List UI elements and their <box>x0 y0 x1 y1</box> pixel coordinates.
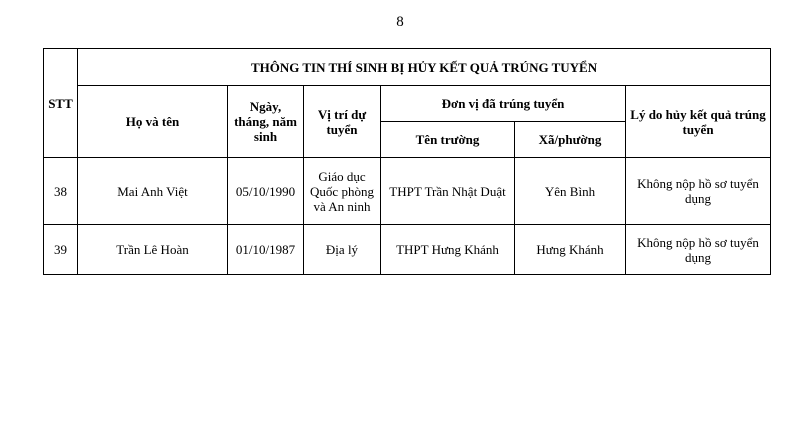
header-row <box>44 86 771 122</box>
cancelled-results-table <box>43 48 771 275</box>
page-number: 8 <box>396 14 404 30</box>
table-row <box>44 225 771 275</box>
row-school: THPT Hưng Khánh <box>381 225 515 275</box>
row-dob: 01/10/1987 <box>228 225 304 275</box>
header-stt: STT <box>44 49 78 158</box>
header-school: Tên trường <box>381 122 515 158</box>
row-school: THPT Trần Nhật Duật <box>381 158 515 225</box>
table-title: THÔNG TIN THÍ SINH BỊ HỦY KẾT QUẢ TRÚNG TUYỂN <box>78 49 771 86</box>
row-ward: Yên Bình <box>515 158 626 225</box>
row-reason: Không nộp hồ sơ tuyển dụng <box>626 158 771 225</box>
header-dob: Ngày, tháng, năm sinh <box>228 86 304 158</box>
row-position: Giáo dục Quốc phòng và An ninh <box>304 158 381 225</box>
header-reason: Lý do hủy kết quả trúng tuyển <box>626 86 771 158</box>
header-position: Vị trí dự tuyển <box>304 86 381 158</box>
row-name: Trần Lê Hoàn <box>78 225 228 275</box>
row-reason: Không nộp hồ sơ tuyển dụng <box>626 225 771 275</box>
header-name: Họ và tên <box>78 86 228 158</box>
row-dob: 05/10/1990 <box>228 158 304 225</box>
header-unit: Đơn vị đã trúng tuyển <box>381 86 626 122</box>
table-title-row <box>44 49 771 86</box>
row-stt: 38 <box>44 158 78 225</box>
header-ward: Xã/phường <box>515 122 626 158</box>
row-name: Mai Anh Việt <box>78 158 228 225</box>
row-position: Địa lý <box>304 225 381 275</box>
row-stt: 39 <box>44 225 78 275</box>
row-ward: Hưng Khánh <box>515 225 626 275</box>
table-row <box>44 158 771 225</box>
